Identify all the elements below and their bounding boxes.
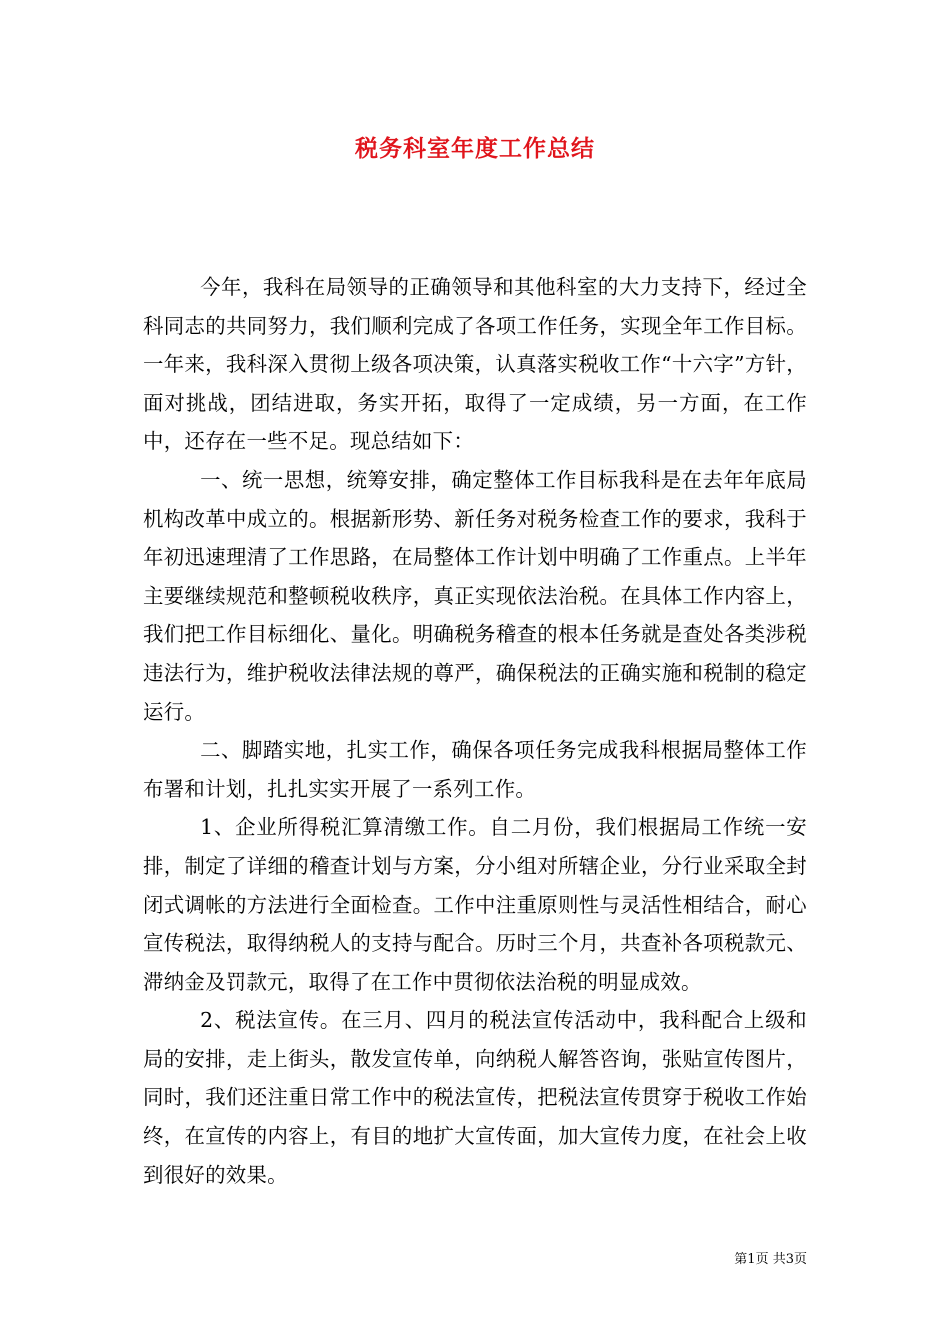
paragraph-item-1: 1、企业所得税汇算清缴工作。自二月份，我们根据局工作统一安排，制定了详细的稽查计划与方案，分小组对所辖企业，分行业采取全封闭式调帐的方法进行全面检查。工作中注重原则性与灵活性相结合，耐心宣传税法，取得纳税人的支持与配合。历时三个月，共查补各项税款元、滞纳金及罚款元，取得了在工作中贯彻依法治税的明显成效。 xyxy=(143,815,807,994)
footer-suffix: 页 xyxy=(793,1252,807,1267)
footer-prefix: 第 xyxy=(734,1252,748,1267)
footer-middle: 页 共 xyxy=(755,1252,786,1267)
paragraph-section-1: 一、统一思想，统筹安排，确定整体工作目标我科是在去年年底局机构改革中成立的。根据新形势、新任务对税务检查工作的要求，我科于年初迅速理清了工作思路，在局整体工作计划中明确了工作重点。上半年主要继续规范和整顿税收秩序，真正实现依法治税。在具体工作内容上，我们把工作目标细化、量化。明确税务稽查的根本任务就是查处各类涉税违法行为，维护税收法律法规的尊严，确保税法的正确实施和税制的稳定运行。 xyxy=(143,467,807,724)
paragraph-intro: 今年，我科在局领导的正确领导和其他科室的大力支持下，经过全科同志的共同努力，我们顺利完成了各项工作任务，实现全年工作目标。一年来，我科深入贯彻上级各项决策，认真落实税收工作“十六字”方针，面对挑战，团结进取，务实开拓，取得了一定成绩，另一方面，在工作中，还存在一些不足。现总结如下： xyxy=(143,275,807,454)
page-title: 税务科室年度工作总结 xyxy=(355,136,595,162)
paragraph-item-2: 2、税法宣传。在三月、四月的税法宣传活动中，我科配合上级和局的安排，走上街头，散发宣传单，向纳税人解答咨询，张贴宣传图片，同时，我们还注重日常工作中的税法宣传，把税法宣传贯穿于税收工作始终，在宣传的内容上，有目的地扩大宣传面，加大宣传力度，在社会上收到很好的效果。 xyxy=(143,1008,807,1187)
footer-total-pages: 3 xyxy=(785,1252,794,1267)
document-body xyxy=(143,268,807,1194)
page-number-footer xyxy=(734,1248,807,1267)
paragraph-section-2: 二、脚踏实地，扎实工作，确保各项任务完成我科根据局整体工作布署和计划，扎扎实实开展了一系列工作。 xyxy=(143,738,807,801)
footer-current-page: 1 xyxy=(747,1252,756,1267)
